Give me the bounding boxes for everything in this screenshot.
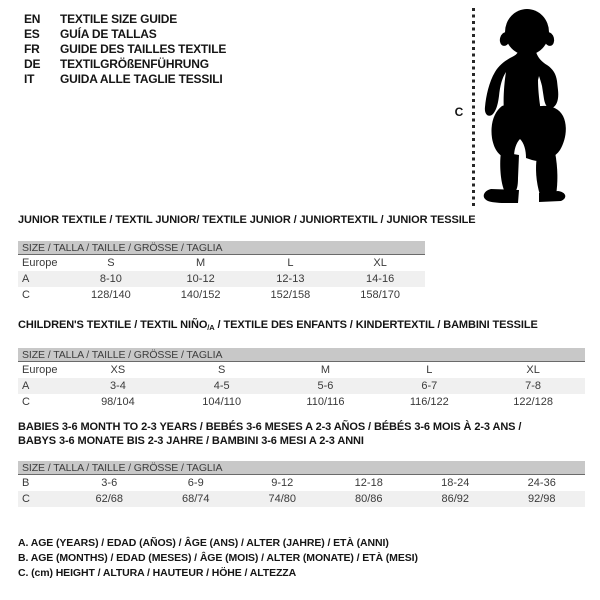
junior-textile-table — [18, 214, 476, 303]
table-row — [18, 362, 585, 378]
size-cell: 9-12 — [271, 477, 294, 489]
row-label: C — [22, 288, 30, 301]
table-row — [18, 255, 425, 271]
language-row — [24, 42, 226, 57]
table-title-line: BABIES 3-6 MONTH TO 2-3 YEARS / BEBÉS 3-6 MESES A 2-3 AÑOS / BÉBÉS 3-6 MOIS À 2-3 ANS / — [18, 421, 522, 433]
row-label: A — [22, 379, 30, 392]
size-header-band: SIZE / TALLA / TAILLE / GRÖSSE / TAGLIA — [18, 241, 425, 255]
size-cell: 98/104 — [101, 395, 135, 408]
language-row — [24, 27, 226, 42]
table-title-line: JUNIOR TEXTILE / TEXTIL JUNIOR/ TEXTILE JUNIOR / JUNIORTEXTIL / JUNIOR TESSILE — [18, 214, 476, 226]
size-header-band: SIZE / TALLA / TAILLE / GRÖSSE / TAGLIA — [18, 461, 585, 475]
size-cell: 158/170 — [360, 288, 400, 301]
language-list — [24, 12, 226, 87]
language-row — [24, 57, 226, 72]
row-label: C — [22, 395, 30, 408]
table-title — [18, 214, 476, 228]
table-title — [18, 319, 585, 335]
size-cell: L — [287, 256, 294, 269]
table-title — [18, 421, 585, 448]
table-row — [18, 378, 585, 394]
size-cell: 14-16 — [366, 272, 395, 285]
childrens-textile-table — [18, 319, 585, 410]
size-cell: M — [196, 256, 206, 269]
note-line: B. AGE (MONTHS) / EDAD (MESES) / ÂGE (MOIS) / ALTER (MONATE) / ETÀ (MESI) — [18, 552, 418, 565]
size-cell: 5-6 — [317, 379, 334, 392]
size-cell: S — [107, 256, 115, 269]
language-code: EN — [24, 12, 41, 26]
babies-textile-table — [18, 421, 585, 507]
language-code: FR — [24, 42, 40, 56]
table-row — [18, 394, 585, 410]
size-cell: 18-24 — [441, 477, 470, 489]
language-title: GUIDA ALLE TAGLIE TESSILI — [60, 72, 223, 86]
size-table — [18, 362, 585, 410]
size-cell: 122/128 — [513, 395, 553, 408]
language-title: GUIDE DES TAILLES TEXTILE — [60, 42, 227, 56]
size-cell: 80/86 — [354, 493, 383, 505]
size-cell: S — [218, 363, 226, 376]
size-cell: 3-4 — [109, 379, 126, 392]
size-cell: 10-12 — [186, 272, 215, 285]
size-cell: 62/68 — [95, 493, 124, 505]
note-line: C. (cm) HEIGHT / ALTURA / HAUTEUR / HÖHE / ALTEZZA — [18, 567, 297, 580]
size-cell: 110/116 — [306, 395, 345, 408]
table-row — [18, 491, 585, 507]
size-cell: 140/152 — [180, 288, 221, 301]
size-cell: 7-8 — [525, 379, 542, 392]
size-cell: L — [426, 363, 433, 376]
height-measure-line — [472, 8, 475, 206]
table-row — [18, 271, 425, 287]
size-table — [18, 255, 425, 303]
language-title: GUÍA DE TALLAS — [60, 27, 157, 41]
baby-silhouette-icon — [478, 8, 578, 208]
language-row — [24, 12, 226, 27]
size-cell: 6-9 — [187, 477, 204, 489]
language-code: IT — [24, 72, 35, 86]
row-label: A — [22, 272, 30, 285]
size-cell: M — [320, 363, 331, 376]
size-cell: 86/92 — [441, 493, 470, 505]
row-label: C — [22, 493, 30, 505]
row-label: B — [22, 477, 30, 489]
height-measure-label: C — [454, 105, 464, 119]
size-cell: 24-36 — [527, 477, 556, 489]
size-cell: 92/98 — [527, 493, 556, 505]
size-cell: 104/110 — [202, 395, 242, 408]
size-cell: 4-5 — [213, 379, 230, 392]
language-code: ES — [24, 27, 40, 41]
table-title-line: CHILDREN'S TEXTILE / TEXTIL $NIÑO_{/A}$ / TEXTILE DES ENFANTS / KINDERTEXTIL / BAMBINI TESSILE — [18, 319, 538, 332]
size-cell: 74/80 — [268, 493, 297, 505]
size-cell: 3-6 — [101, 477, 118, 489]
size-cell: 152/158 — [270, 288, 311, 301]
table-row — [18, 475, 585, 491]
size-cell: 8-10 — [99, 272, 122, 285]
language-title: TEXTILGRÖßENFÜHRUNG — [60, 57, 209, 71]
size-header-band: SIZE / TALLA / TAILLE / GRÖSSE / TAGLIA — [18, 348, 585, 362]
table-title-line: BABYS 3-6 MONATE BIS 2-3 JAHRE / BAMBINI 3-6 MESI A 2-3 ANNI — [18, 434, 364, 447]
size-cell: 68/74 — [181, 493, 210, 505]
note-line: A. AGE (YEARS) / EDAD (AÑOS) / ÂGE (ANS) / ALTER (JAHRE) / ETÀ (ANNI) — [18, 537, 389, 549]
language-row — [24, 72, 226, 87]
table-row — [18, 287, 425, 303]
row-label: Europe — [22, 363, 58, 376]
size-cell: 116/122 — [409, 395, 449, 408]
language-code: DE — [24, 57, 41, 71]
size-cell: XL — [526, 363, 540, 376]
row-label: Europe — [22, 256, 58, 269]
size-cell: 6-7 — [421, 379, 438, 392]
size-cell: XS — [110, 363, 126, 376]
size-cell: 12-18 — [354, 477, 383, 489]
size-cell: XL — [373, 256, 387, 269]
language-title: TEXTILE SIZE GUIDE — [60, 12, 178, 26]
size-cell: 12-13 — [276, 272, 305, 285]
legend-notes — [18, 536, 418, 582]
size-cell: 128/140 — [90, 288, 131, 301]
size-table — [18, 475, 585, 507]
